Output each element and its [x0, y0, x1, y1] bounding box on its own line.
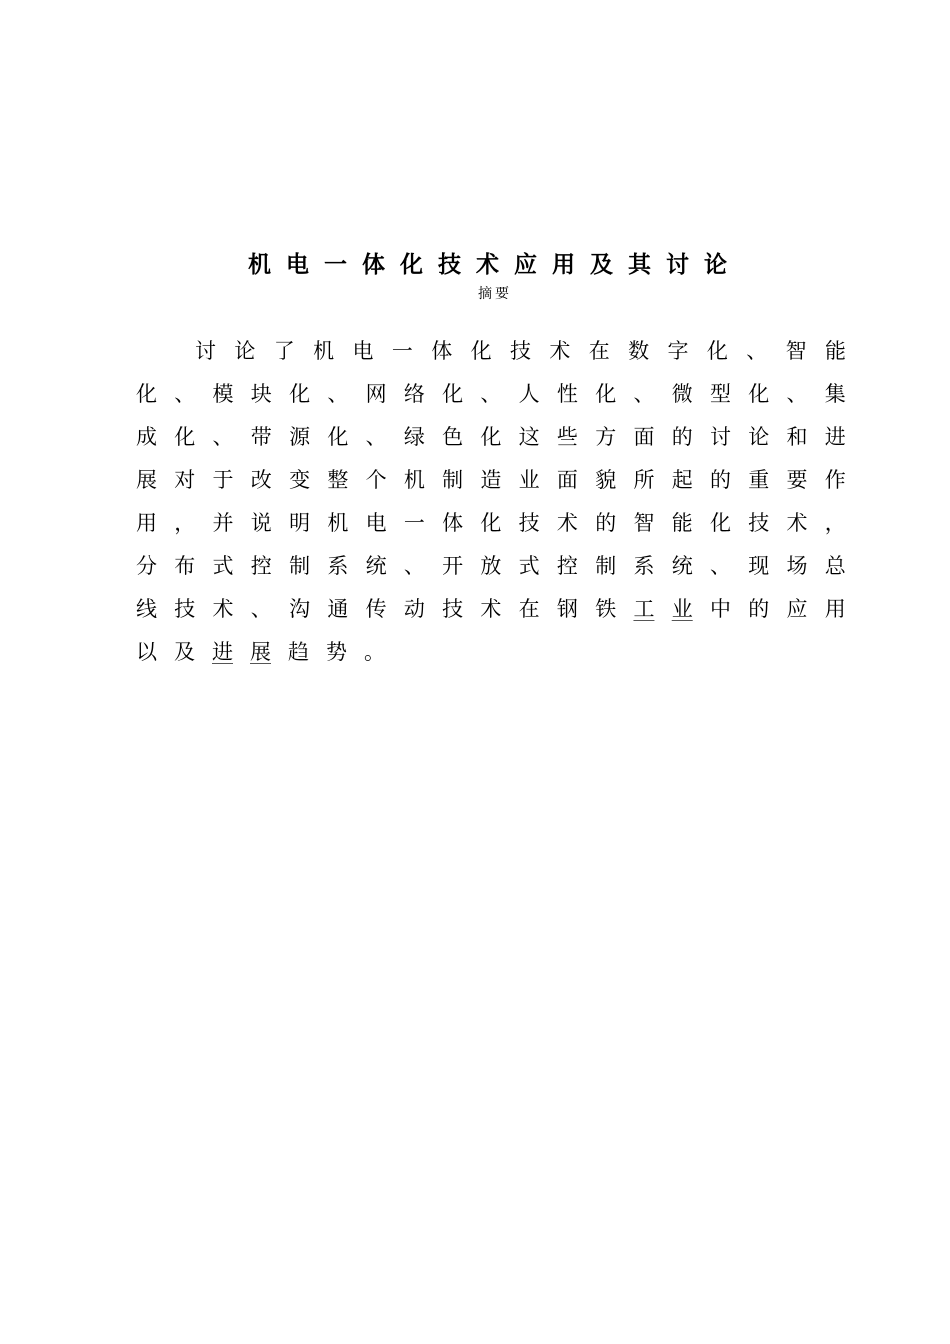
abstract-line: 用 ， 并 说 明 机 电 一 体 化 技 术 的 智 能 化 技 术 ， [136, 511, 846, 535]
abstract-line: 讨 论 了 机 电 一 体 化 技 术 在 数 字 化 、 智 能 [195, 339, 846, 363]
abstract-heading: 摘要 [478, 286, 512, 302]
abstract-line: 以 及 进 展 趋 势 。 [136, 640, 385, 664]
abstract-line: 分 布 式 控 制 系 统 、 开 放 式 控 制 系 统 、 现 场 总 [136, 554, 846, 578]
abstract-line: 化 、 模 块 化 、 网 络 化 、 人 性 化 、 微 型 化 、 集 [136, 382, 846, 406]
abstract-line: 展 对 于 改 变 整 个 机 制 造 业 面 貌 所 起 的 重 要 作 [136, 468, 846, 492]
abstract-line: 成 化 、 带 源 化 、 绿 色 化 这 些 方 面 的 讨 论 和 进 [136, 425, 846, 449]
abstract-body [136, 330, 846, 674]
abstract-line: 线 技 术 、 沟 通 传 动 技 术 在 钢 铁 工 业 中 的 应 用 [136, 597, 846, 621]
document-title: 机电一体化技术应用及其讨论 [248, 252, 742, 278]
